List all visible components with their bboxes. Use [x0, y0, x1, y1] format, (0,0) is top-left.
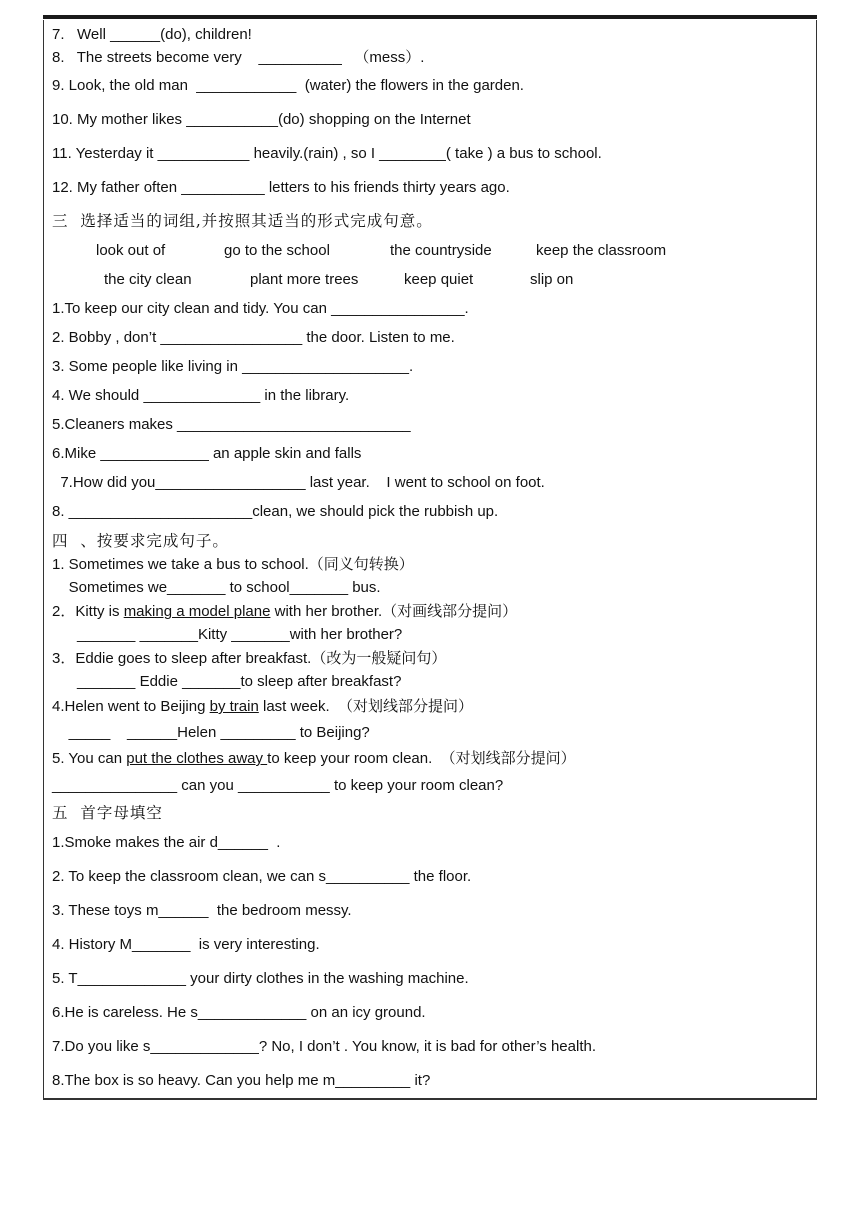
section-4-question-5: 5. You can put the clothes away to keep your room clean. （对划线部分提问） [52, 750, 576, 767]
fill-in-item-9: 9. Look, the old man ____________ (water) the flowers in the garden. [52, 77, 524, 94]
section-3-item-7: 7.How did you__________________ last year. I went to school on foot. [52, 474, 545, 491]
word-bank-item: the countryside [390, 242, 492, 259]
fill-in-item-10: 10. My mother likes ___________(do) shopping on the Internet [52, 111, 471, 128]
word-bank-item: plant more trees [250, 271, 359, 288]
section-4-question-4: 4.Helen went to Beijing by train last week. （对划线部分提问） [52, 698, 474, 715]
section-4-question-2: 2．Kitty is making a model plane with her brother.（对画线部分提问） [52, 603, 518, 620]
fill-in-item-12: 12. My father often __________ letters to his friends thirty years ago. [52, 179, 510, 196]
section-4-answer-5: _______________ can you ___________ to keep your room clean? [52, 777, 504, 794]
section-5-item-7: 7.Do you like s_____________? No, I don’t . You know, it is bad for other’s health. [52, 1038, 596, 1055]
word-bank-item: keep the classroom [536, 242, 667, 259]
word-bank-item: keep quiet [404, 271, 474, 288]
top-border [43, 15, 817, 19]
word-bank-item: look out of [96, 242, 166, 259]
section-5-item-6: 6.He is careless. He s_____________ on an icy ground. [52, 1004, 426, 1021]
word-bank-item: go to the school [224, 242, 330, 259]
section-5-item-4: 4. History M_______ is very interesting. [52, 936, 320, 953]
section-4-question-3: 3．Eddie goes to sleep after breakfast.（改为一般疑问句） [52, 650, 447, 667]
section-4-answer-1: Sometimes we_______ to school_______ bus. [52, 579, 381, 596]
underlined-phrase: by train [209, 698, 259, 715]
section-4-heading: 四 、按要求完成句子。 [52, 532, 229, 550]
section-5-item-3: 3. These toys m______ the bedroom messy. [52, 902, 352, 919]
section-5-item-5: 5. T_____________ your dirty clothes in the washing machine. [52, 970, 469, 987]
section-3-item-3: 3. Some people like living in ____________________. [52, 358, 414, 375]
word-bank-item: slip on [530, 271, 574, 288]
section-3-item-6: 6.Mike _____________ an apple skin and falls [52, 445, 362, 462]
section-5-heading: 五 首字母填空 [52, 804, 163, 822]
fill-in-item-7: 7. Well ______(do), children! [52, 26, 252, 43]
word-bank-item: the city clean [104, 271, 192, 288]
fill-in-item-11: 11. Yesterday it ___________ heavily.(rain) , so I ________( take ) a bus to school. [52, 145, 602, 162]
section-5-item-8: 8.The box is so heavy. Can you help me m_________ it? [52, 1072, 431, 1089]
underlined-phrase: making a model plane [123, 603, 271, 620]
section-4-answer-3: _______ Eddie _______to sleep after breakfast? [52, 673, 402, 690]
section-5-item-2: 2. To keep the classroom clean, we can s__________ the floor. [52, 868, 472, 885]
section-3-item-8: 8. ______________________clean, we should pick the rubbish up. [52, 503, 499, 520]
underlined-phrase: put the clothes away [126, 750, 268, 767]
section-4-answer-4: _____ ______Helen _________ to Beijing? [52, 724, 370, 741]
section-3-item-2: 2. Bobby , don’t _________________ the door. Listen to me. [52, 329, 455, 346]
section-4-answer-2: _______ _______Kitty _______with her brother? [52, 626, 403, 643]
section-3-item-1: 1.To keep our city clean and tidy. You can ________________. [52, 300, 469, 317]
section-3-item-4: 4. We should ______________ in the library. [52, 387, 350, 404]
section-3-item-5: 5.Cleaners makes ____________________________ [52, 416, 411, 433]
section-5-item-1: 1.Smoke makes the air d______ . [52, 834, 281, 851]
section-3-heading: 三 选择适当的词组,并按照其适当的形式完成句意。 [52, 212, 433, 230]
section-4-question-1: 1. Sometimes we take a bus to school.（同义句转换） [52, 556, 414, 573]
fill-in-item-8: 8. The streets become very __________ （mess）. [52, 49, 425, 66]
